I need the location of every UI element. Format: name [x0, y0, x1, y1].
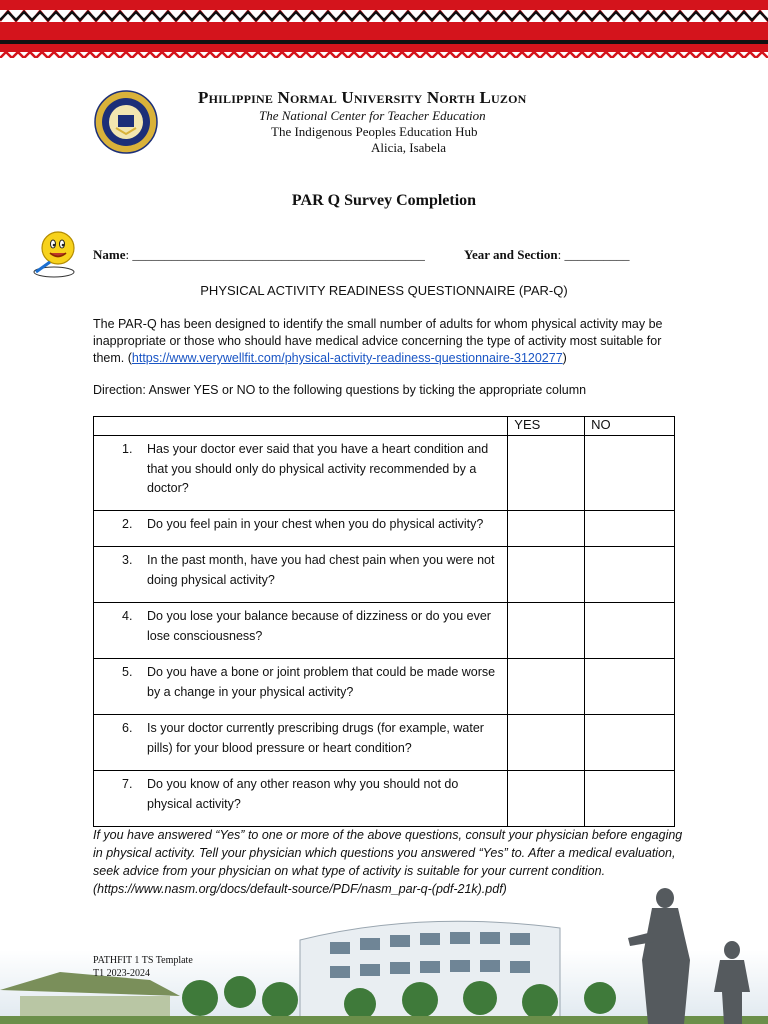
question-number: 4. [122, 609, 133, 623]
university-location: Alicia, Isabela [371, 140, 447, 155]
table-row [94, 603, 675, 659]
question-text: Do you know of any other reason why you should not do physical activity? [147, 777, 459, 811]
question-text: Do you have a bone or joint problem that could be made worse by a change in your physical activity? [147, 665, 496, 699]
advice-note: If you have answered “Yes” to one or more of the above questions, consult your physician before engaging in physical activity. Tell your physician which questions you answered “Yes” to. After a medical evaluation, seek advice from your physician on what type of activity is suitable for your current condition. (https://www.nasm.org/docs/default-source/PDF/nasm_par-q-(pdf-21k).pdf) [93, 828, 683, 896]
year-section-label: Year and Section [464, 247, 558, 262]
smiley-writing-icon [28, 228, 80, 280]
yes-checkbox-cell[interactable] [508, 436, 585, 511]
no-checkbox-cell[interactable] [585, 436, 675, 511]
question-text: In the past month, have you had chest pain when you were not doing physical activity? [147, 553, 495, 587]
footer-text [93, 954, 193, 980]
question-number: 2. [122, 517, 133, 531]
yes-checkbox-cell[interactable] [508, 547, 585, 603]
name-field[interactable] [93, 247, 425, 263]
yes-checkbox-cell[interactable] [508, 659, 585, 715]
question-text: Has your doctor ever said that you have a heart condition and that you should only do physical activity recommended by a doctor? [147, 442, 489, 495]
question-number: 5. [122, 665, 133, 679]
no-checkbox-cell[interactable] [585, 547, 675, 603]
question-number: 1. [122, 442, 133, 456]
university-hub: The Indigenous Peoples Education Hub [271, 124, 478, 139]
no-header: NO [585, 417, 675, 436]
direction-text: Direction: Answer YES or NO to the following questions by ticking the appropriate column [93, 383, 587, 397]
question-number: 6. [122, 721, 133, 735]
table-header-row [94, 417, 675, 436]
no-checkbox-cell[interactable] [585, 659, 675, 715]
question-text: Do you lose your balance because of dizziness or do you ever lose consciousness? [147, 609, 491, 643]
intro-text: The PAR-Q has been designed to identify the small number of adults for whom physical activity may be inappropriate or those who should have medical advice concerning the type of activity most suitable for them. ( [93, 317, 663, 365]
question-text: Is your doctor currently prescribing drugs (for example, water pills) for your blood pressure or heart condition? [147, 721, 484, 755]
parq-table [93, 416, 675, 827]
footer-template: PATHFIT 1 TS Template [93, 955, 193, 966]
question-number: 7. [122, 777, 133, 791]
yes-checkbox-cell[interactable] [508, 603, 585, 659]
source-link[interactable]: https://www.verywellfit.com/physical-activity-readiness-questionnaire-3120277 [131, 351, 563, 365]
no-checkbox-cell[interactable] [585, 603, 675, 659]
question-text: Do you feel pain in your chest when you do physical activity? [147, 517, 484, 531]
page-title: PAR Q Survey Completion [291, 192, 477, 209]
questionnaire-title: PHYSICAL ACTIVITY READINESS QUESTIONNAIRE (PAR-Q) [200, 283, 568, 298]
name-label: Name [93, 247, 126, 262]
intro-close: ) [562, 351, 567, 365]
yes-checkbox-cell[interactable] [508, 715, 585, 771]
year-section-field[interactable] [464, 247, 630, 263]
table-row [94, 771, 675, 827]
footer-term: T1 2023-2024 [93, 968, 150, 979]
intro-paragraph [93, 316, 683, 367]
table-row [94, 659, 675, 715]
campus-illustration [0, 880, 768, 1024]
university-seal-icon [94, 90, 158, 154]
university-subtitle: The National Center for Teacher Education [259, 108, 486, 123]
year-section-blank: : __________ [557, 247, 630, 262]
no-checkbox-cell[interactable] [585, 771, 675, 827]
question-header-cell [94, 417, 508, 436]
table-row [94, 547, 675, 603]
no-checkbox-cell[interactable] [585, 511, 675, 547]
yes-checkbox-cell[interactable] [508, 771, 585, 827]
yes-header: YES [508, 417, 585, 436]
tribal-pattern-banner [0, 0, 768, 58]
yes-checkbox-cell[interactable] [508, 511, 585, 547]
name-blank: : _____________________________________________ [125, 247, 425, 262]
table-row [94, 436, 675, 511]
table-row [94, 715, 675, 771]
question-number: 3. [122, 553, 133, 567]
university-name: Philippine Normal University North Luzon [198, 88, 527, 107]
no-checkbox-cell[interactable] [585, 715, 675, 771]
table-row [94, 511, 675, 547]
